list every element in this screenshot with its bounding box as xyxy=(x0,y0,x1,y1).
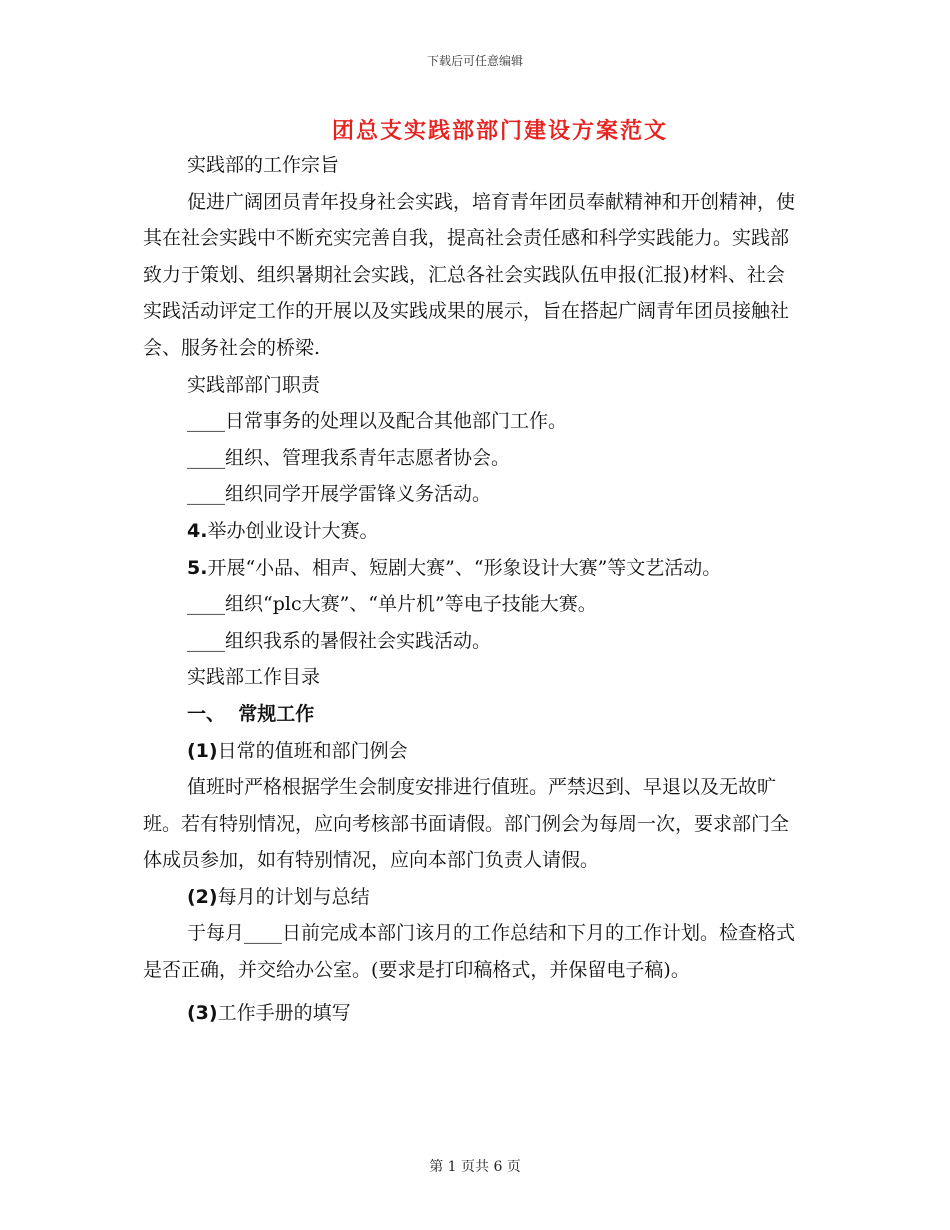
subsection-text: 日常的值班和部门例会 xyxy=(217,739,408,762)
list-item-duty-5 xyxy=(143,550,803,587)
list-number: 4. xyxy=(187,519,208,542)
document-body xyxy=(143,147,803,1031)
section-heading-routine-work: 一、 常规工作 xyxy=(187,702,315,725)
subsection-heading-2 xyxy=(143,879,803,916)
paragraph-duties-heading: 实践部部门职责 xyxy=(187,373,321,396)
list-item-duty-4 xyxy=(143,513,803,550)
list-item-duty-2: ____组织、管理我系青年志愿者协会。 xyxy=(187,446,511,469)
paragraph-work-catalog-heading: 实践部工作目录 xyxy=(187,666,321,689)
list-number: 5. xyxy=(187,556,208,579)
list-item-text: 开展“小品、相声、短剧大赛”、“形象设计大赛”等文艺活动。 xyxy=(207,556,722,579)
subsection-text: 工作手册的填写 xyxy=(217,1001,351,1024)
subsection-heading-1 xyxy=(143,733,803,770)
subsection-text: 每月的计划与总结 xyxy=(217,885,370,908)
page-footer: 第 1 页共 6 页 xyxy=(429,1159,521,1175)
paragraph-monthly-plan-body: 于每月____日前完成本部门该月的工作总结和下月的工作计划。检查格式是否正确，并交给办公室。(要求是打印稿格式，并保留电子稿)。 xyxy=(143,922,796,982)
list-item-duty-1: ____日常事务的处理以及配合其他部门工作。 xyxy=(187,410,568,433)
list-item-duty-6: ____组织“plc大赛”、“单片机”等电子技能大赛。 xyxy=(187,593,597,616)
paragraph-purpose-body: 促进广阔团员青年投身社会实践，培育青年团员奉献精神和开创精神，使其在社会实践中不断充实完善自我，提高社会责任感和科学实践能力。实践部致力于策划、组织暑期社会实践，汇总各社会实践队伍申报(汇报)材料、社会实践活动评定工作的开展以及实践成果的展示，旨在搭起广阔青年团员接触社会、服务社会的桥梁. xyxy=(143,190,796,359)
list-item-text: 举办创业设计大赛。 xyxy=(207,519,379,542)
list-item-duty-3: ____组织同学开展学雷锋义务活动。 xyxy=(187,483,492,506)
list-item-duty-7: ____组织我系的暑假社会实践活动。 xyxy=(187,629,492,652)
document-title: 团总支实践部部门建设方案范文 xyxy=(331,118,668,144)
list-number: (3) xyxy=(187,1001,218,1024)
list-number: (2) xyxy=(187,885,218,908)
paragraph-duty-meeting-body: 值班时严格根据学生会制度安排进行值班。严禁迟到、早退以及无故旷班。若有特别情况，应向考核部书面请假。部门例会为每周一次，要求部门全体成员参加，如有特别情况，应向本部门负责人请假。 xyxy=(143,776,790,872)
paragraph-purpose-heading: 实践部的工作宗旨 xyxy=(187,154,340,176)
list-number: (1) xyxy=(187,739,218,762)
page-header: 下载后可任意编辑 xyxy=(426,54,523,68)
subsection-heading-3 xyxy=(143,995,803,1032)
